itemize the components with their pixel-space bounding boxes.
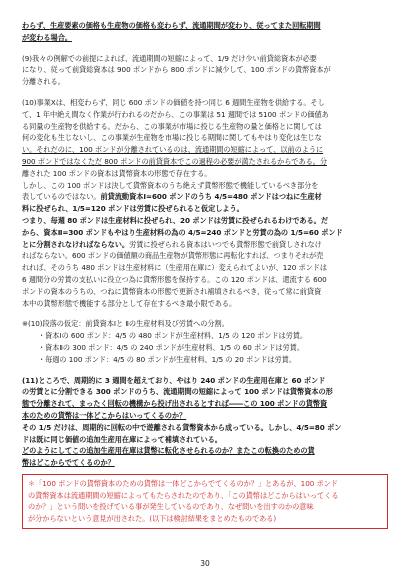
document-page	[22, 20, 388, 529]
line: 前貸流動資本Ⅰ=600 ポンドのうち 4/5=480 ポンドはつねに生産材	[100, 192, 322, 202]
paragraph-10	[22, 97, 388, 309]
line: 本のための貨幣は一体どこからはいってくるのか？	[22, 410, 187, 420]
line: から、資本Ⅱ=300 ポンドもやはり生産材料の為の 4/5=240 ポンドと労賃の為の 1/5=60 ポンド	[22, 227, 343, 237]
line: ポンドの資本のうちの、つねに貨幣資本の形態で更新され補填されるべき、従って常に前貸資	[22, 286, 322, 296]
line: (10)事業Xは、相変わらず、同じ 600 ポンドの価値を持つ同じ 6 週間生産物を供給する。そし	[22, 97, 325, 107]
line: 料に投ぜられ、1/5=120 ポンドは労賃に投ぜられると仮定しよう。	[22, 204, 244, 214]
line: 何の変化も生じないし、この事業が生産物を市場に投じる期間に関してもやはり変化は生じな	[22, 133, 322, 143]
note-title: ※(10)段落の仮定：前貸資本Ⅰと Ⅱの生産材料及び労賃への分割。	[22, 319, 229, 329]
paragraph-intro	[22, 20, 388, 44]
line: その 1/5 だけは、周期的に回転の中で遊離される貨幣資本から成っている。しかし、4/5=80 ポン	[22, 422, 342, 432]
line: 900 ポンドではなくただ 800 ポンドの前貸資本でこの過程の必要が満たされるからである。分	[22, 156, 327, 166]
line: 離された 100 ポンドの資本は貨幣資本の形態で存在する。	[22, 168, 212, 178]
line: の労賃とに分割できる 300 ポンドのうち、流通期間の短縮によって 100 ポンドは貨幣資本の形	[22, 387, 333, 397]
line: のか？」という問いを投げている事が発生しているのであり、なぜ問いを出すのかの意味	[28, 502, 314, 512]
page-number: 30	[200, 559, 210, 568]
line: 表しているのではない。	[22, 192, 101, 202]
line: て、1 年中絶え間なく作業が行われるのだから、この事業は 51 週間では 5100 ポンドの価値あ	[22, 109, 329, 119]
line: ドは既に同じ価値の追加生産用在庫によって補填されている。	[22, 434, 222, 444]
line: つまり、毎週 80 ポンドは生産材料に投ぜられ、20 ポンドは労賃に投ぜられるわけである。だ	[22, 215, 328, 225]
line: とに分割されなければならない。	[22, 239, 130, 249]
note-item: ・資本Ⅱの 300 ポンド：4/5 の 240 ポンドが生産材料、1/5 の 60 ポンドは労賃。	[38, 342, 304, 352]
line: る同量の生産物を供給する。だから、この事業が市場に投じる生産物の量と価格とに関しては	[22, 121, 322, 131]
paragraph-9	[22, 53, 388, 88]
line: 本中の貨幣形態で機能する部分として存在するべき最小限である。	[22, 298, 237, 308]
line: ＊「100 ポンドの貨幣資本のための貨幣は一体どこからでてくるのか？」とあるが、100 ポンド	[28, 478, 338, 488]
line: ればならない。600 ポンドの価値額の商品生産物が貨幣形態に再転化すれば、つまりそれが売	[22, 251, 324, 261]
line: どのようにしてこの追加生産用在庫は貨幣に転化させられるのか？またこの転換のための貨	[22, 446, 315, 456]
line: 労賃に投ぜられる資本はいつでも貨幣形態で前貸しされなけ	[129, 239, 322, 249]
paragraph-11	[22, 375, 388, 469]
line: が分からないという意見が出された。(以下は検討結果をまとめたものである)	[28, 514, 277, 524]
note-item: ・毎週の 100 ポンド：4/5 の 80 ポンドが生産材料、1/5 の 20 ポンドは労賃。	[38, 354, 296, 364]
note-item: ・資本Ⅰの 600 ポンド：4/5 の 480 ポンドが生産材料、1/5 の 120 ポンドは労賃。	[38, 331, 308, 341]
line: 幣はどこからでてくるのか？	[22, 458, 115, 468]
line: 6 週間分の労賃の支払いに役立つ為に貨幣形態を保持する。この 120 ポンドは、還流する 600	[22, 274, 327, 284]
line: しかし、この 100 ポンドは決して貨幣資本のうち絶えず貨幣形態で機能しているべき部分を	[22, 180, 319, 190]
line: わらず、生産要素の価格も生産物の価格も変わらず、流通期間が変わり、従ってまた回転期間	[22, 21, 321, 30]
line: い。それだのに、100 ポンドが分離されているのは、流通期間の短縮によって、以前のように	[22, 145, 324, 155]
red-comment-box	[22, 474, 388, 529]
line: (11)ところで、周期的に 3 週間を超えており、やはり 240 ポンドの生産用在庫と 60 ポンド	[22, 375, 326, 385]
line: 分離される。	[22, 77, 65, 87]
line: 態で分離されて、まったく回転の機構から投げ出されるとすれば――この 100 ポンドの貨幣資	[22, 399, 328, 409]
line: の貨幣資本は流通期間の短縮によってもたらされたのであり、「この貨幣はどこからはいってくる	[28, 490, 339, 500]
line: れれば、そのうち 480 ポンドは生産材料に（生産用在庫に）変えられてよいが、120 ポンドは	[22, 263, 328, 273]
note-assumption	[22, 318, 388, 365]
line: (9)我々の例解での前提によれば、流通期間の短縮によって、1/9 だけ少い前貸総資本が必要	[22, 53, 317, 63]
line: が変わる場合。	[22, 32, 72, 42]
line: になり、従って前貸総資本は 900 ポンドから 800 ポンドに減少して、100 ポンドの貨幣資本が	[22, 65, 331, 75]
